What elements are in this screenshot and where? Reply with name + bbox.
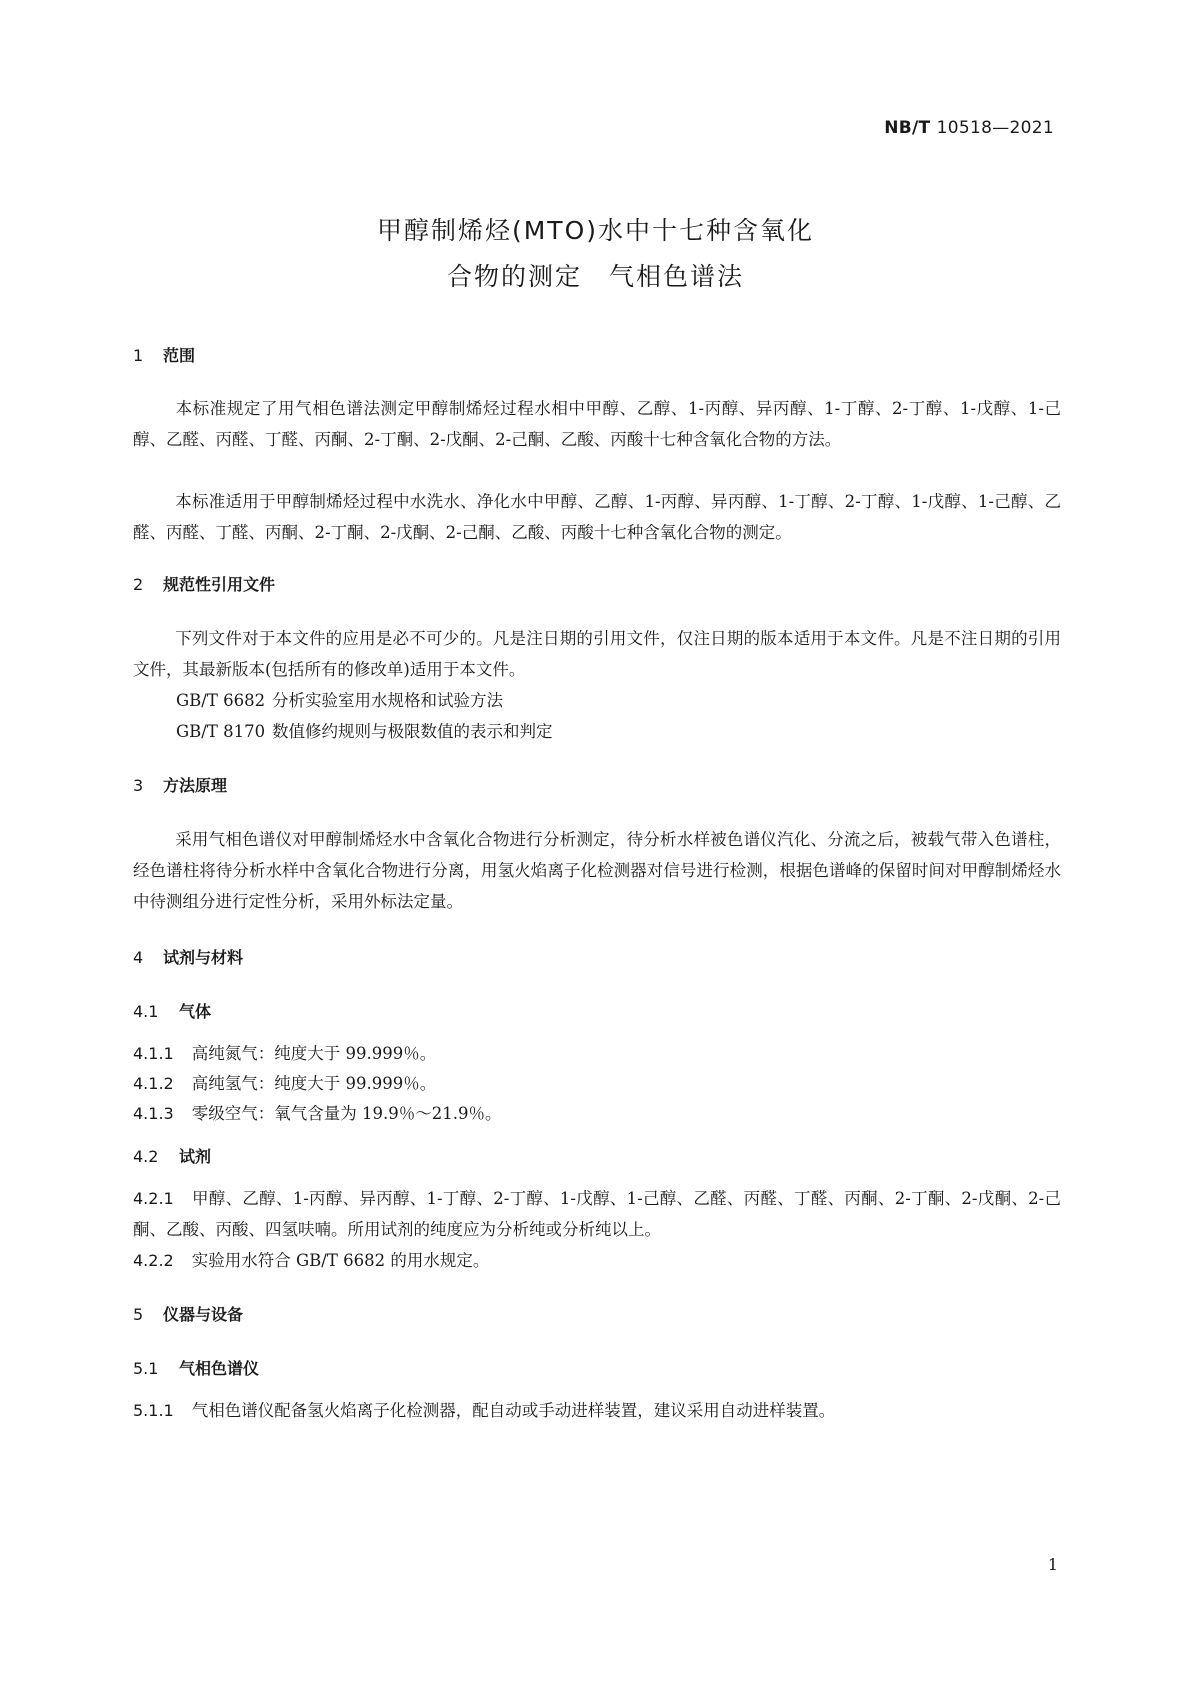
reference-item (176, 716, 553, 747)
section-heading-5 (133, 1302, 243, 1325)
subsection-heading-5-1 (133, 1356, 259, 1379)
document-code (884, 118, 1054, 138)
paragraph-text: 采用气相色谱仪对甲醇制烯烃水中含氧化合物进行分析测定，待分析水样被色谱仪汽化、分流之后，被载气带入色谱柱，经色谱柱将待分析水样中含氧化合物进行分离，用氢火焰离子化检测器对信号进行检测，根据色谱峰的保留时间对甲醇制烯烃水中待测组分进行定性分析，采用外标法定量。 (133, 830, 1061, 911)
clause-text: 零级空气：氧气含量为 19.9％～21.9％。 (191, 1104, 502, 1123)
section-heading-2 (133, 572, 275, 595)
section-title: 规范性引用文件 (163, 575, 276, 594)
clause-4-2-1 (133, 1183, 1061, 1245)
clause-text: 气相色谱仪配备氢火焰离子化检测器，配自动或手动进样装置，建议采用自动进样装置。 (191, 1401, 836, 1420)
clause-number: 4.1.3 (133, 1104, 174, 1123)
section-title: 范围 (163, 346, 196, 365)
subsection-heading-4-2 (133, 1144, 211, 1167)
clause-text: 高纯氮气：纯度大于 99.999％。 (191, 1044, 437, 1063)
title-line-1: 甲醇制烯烃(MTO)水中十七种含氧化 (376, 216, 815, 245)
scope-paragraph-2 (133, 486, 1061, 548)
section-heading-1 (133, 343, 195, 366)
section-heading-3 (133, 773, 227, 796)
reference-title: 分析实验室用水规格和试验方法 (272, 691, 503, 710)
clause-text: 实验用水符合 GB/T 6682 的用水规定。 (191, 1251, 490, 1270)
title-line-2: 合物的测定 气相色谱法 (446, 262, 744, 291)
clause-5-1-1 (133, 1395, 1061, 1426)
clause-number: 4.2.1 (133, 1189, 174, 1208)
subsection-title: 气相色谱仪 (179, 1359, 260, 1378)
clause-4-1-1 (133, 1038, 1061, 1069)
document-title (0, 208, 1191, 300)
subsection-number: 4.2 (133, 1147, 159, 1166)
clause-text: 高纯氢气：纯度大于 99.999％。 (191, 1074, 437, 1093)
paragraph-text: 本标准适用于甲醇制烯烃过程中水洗水、净化水中甲醇、乙醇、1-丙醇、异丙醇、1-丁醇、2-丁醇、1-戊醇、1-己醇、乙醛、丙醛、丁醛、丙酮、2-丁酮、2-戊酮、2-己酮、乙酸、丙酸十七种含氧化合物的测定。 (133, 492, 1061, 542)
subsection-number: 4.1 (133, 1002, 159, 1021)
section-number: 4 (133, 948, 144, 967)
paragraph-text: 本标准规定了用气相色谱法测定甲醇制烯烃过程水相中甲醇、乙醇、1-丙醇、异丙醇、1-丁醇、2-丁醇、1-戊醇、1-己醇、乙醛、丙醛、丁醛、丙酮、2-丁酮、2-戊酮、2-己酮、乙酸、丙酸十七种含氧化合物的方法。 (133, 399, 1061, 449)
document-code-prefix: NB/T (884, 118, 931, 138)
paragraph-text: 下列文件对于本文件的应用是必不可少的。凡是注日期的引用文件，仅注日期的版本适用于本文件。凡是不注日期的引用文件，其最新版本(包括所有的修改单)适用于本文件。 (133, 629, 1061, 679)
scope-paragraph-1 (133, 393, 1061, 455)
section-number: 2 (133, 575, 144, 594)
clause-4-1-2 (133, 1068, 1061, 1099)
page-number: 1 (1047, 1555, 1058, 1574)
section-number: 5 (133, 1305, 144, 1324)
clause-text: 甲醇、乙醇、1-丙醇、异丙醇、1-丁醇、2-丁醇、1-戊醇、1-己醇、乙醛、丙醛、丁醛、丙酮、2-丁酮、2-戊酮、2-己酮、乙酸、丙酸、四氢呋喃。所用试剂的纯度应为分析纯或分析纯以上。 (133, 1189, 1061, 1239)
clause-number: 4.1.2 (133, 1074, 174, 1093)
section-title: 试剂与材料 (163, 948, 244, 967)
normative-references-paragraph (133, 623, 1061, 685)
clause-number: 4.1.1 (133, 1044, 174, 1063)
section-heading-4 (133, 945, 243, 968)
reference-code: GB/T 8170 (176, 722, 266, 741)
subsection-heading-4-1 (133, 999, 211, 1022)
clause-number: 4.2.2 (133, 1251, 174, 1270)
subsection-number: 5.1 (133, 1359, 159, 1378)
method-principle-paragraph (133, 824, 1061, 917)
clause-4-2-2 (133, 1245, 1061, 1276)
section-number: 3 (133, 776, 144, 795)
document-code-number: 10518—2021 (936, 118, 1054, 138)
reference-title: 数值修约规则与极限数值的表示和判定 (272, 722, 553, 741)
clause-4-1-3 (133, 1098, 1061, 1129)
reference-code: GB/T 6682 (176, 691, 266, 710)
reference-item (176, 685, 503, 716)
section-title: 方法原理 (163, 776, 228, 795)
subsection-title: 试剂 (179, 1147, 212, 1166)
subsection-title: 气体 (179, 1002, 212, 1021)
section-title: 仪器与设备 (163, 1305, 244, 1324)
section-number: 1 (133, 346, 144, 365)
clause-number: 5.1.1 (133, 1401, 174, 1420)
